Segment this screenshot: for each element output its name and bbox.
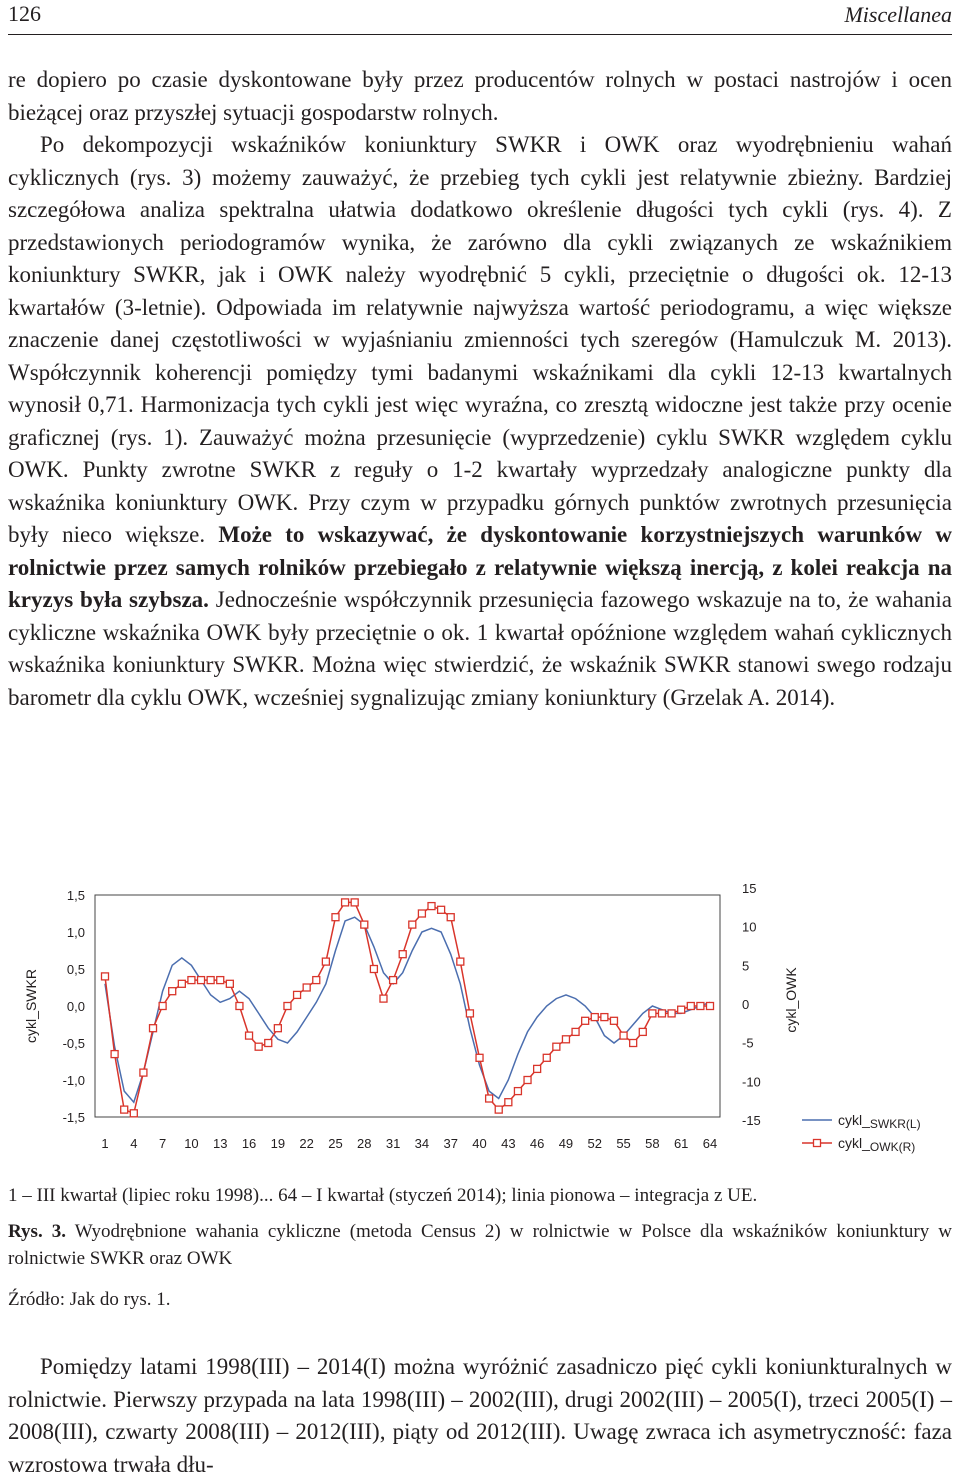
series-2-point <box>486 1095 493 1102</box>
paragraph-2-text: Po dekompozycji wskaźników koniunktury SWKR i OWK oraz wyodrębnieniu wahań cyklicznych (rys. 3) możemy zauważyć, że przebieg tych cykli jest relatywnie zbieżny. Bardziej szczegółowa analiza spektralna ułatwia dodatkowo określenie długości tych cykli (rys. 4). Z przedstawionych periodogramów wynika, że zarówno dla cykli związanych ze wskaźnikiem koniunktury SWKR, jak i OWK należy wyodrębnić 5 cykli, przeciętnie o długości ok. 12-13 kwartałów (3-letnie). Odpowiada im relatywnie najwyższa wartość periodogramu, a więc większe znaczenie danej częstotliwości w wyjaśnianiu zmienności tych szeregów (Hamulczuk M. 2013). Współczynnik koherencji pomiędzy tymi badanymi wskaźnikami dla cykli 12-13 kwartalnych wynosił 0,71. Harmonizacja tych cykli jest więc wyraźna, co zresztą widoczne jest także przy ocenie graficznej (rys. 1). Zauważyć można przesunięcie (wyprzedzenie) cyklu SWKR względem cyklu OWK. Punkty zwrotne SWKR z reguły o 1-2 kwartały wyprzedzały analogiczne punkty dla wskaźnika koniunktury OWK. Przy czym w przypadku górnych punktów zwrotnych przesunięcia były nieco większe. <box>8 132 952 547</box>
y-left-tick-label: -1,5 <box>62 1110 85 1125</box>
y-right-axis-label: cykl_OWK <box>783 967 799 1033</box>
series-2-point <box>543 1054 550 1061</box>
x-tick-label: 28 <box>357 1136 372 1151</box>
x-tick-label: 19 <box>270 1136 286 1151</box>
series-2-point <box>169 988 176 995</box>
y-right-tick-label: 5 <box>742 958 750 974</box>
x-tick-label: 31 <box>385 1136 401 1151</box>
paragraph-2-bold: Może to wskazywać, że dyskontowanie korzystniejszych warunków w rolnictwie przez samych rolników przebiegało z relatywnie większą inercją, z kolei reakcja na kryzys była szybsza. <box>8 522 953 612</box>
figure-note: 1 – III kwartał (lipiec roku 1998)... 64 – I kwartał (styczeń 2014); linia pionowa – integracja z UE. <box>8 1185 758 1206</box>
series-2-point <box>294 991 301 998</box>
figure-label: Rys. 3. <box>8 1221 66 1242</box>
y-left-tick-label: 0,0 <box>66 999 85 1014</box>
x-tick-label: 25 <box>328 1136 343 1151</box>
series-2-point <box>380 995 387 1002</box>
page-header <box>8 0 952 35</box>
series-2-point <box>207 977 214 984</box>
figure-caption <box>8 1218 952 1272</box>
x-tick-label: 43 <box>501 1136 516 1151</box>
series-2-point <box>418 910 425 917</box>
figure-3-chart <box>0 870 960 1160</box>
running-title: Miscellanea <box>844 2 952 27</box>
series-2-point <box>630 1040 637 1047</box>
x-tick-label: 55 <box>616 1136 631 1151</box>
series-2-point <box>322 958 329 965</box>
series-2-point <box>505 1099 512 1106</box>
legend-marker-2 <box>814 1140 821 1147</box>
series-2-point <box>514 1088 521 1095</box>
series-2-point <box>111 1051 118 1058</box>
x-tick-label: 58 <box>645 1136 660 1151</box>
series-2-point <box>457 958 464 965</box>
chart-svg <box>0 870 960 1160</box>
series-2-point <box>246 1032 253 1039</box>
series-2-point <box>178 980 185 987</box>
series-2-point <box>428 903 435 910</box>
x-tick-label: 37 <box>443 1136 458 1151</box>
x-tick-label: 16 <box>241 1136 257 1151</box>
x-tick-label: 22 <box>299 1136 314 1151</box>
series-2-point <box>198 977 205 984</box>
y-right-tick-label: -15 <box>742 1113 761 1128</box>
plot-frame <box>95 895 720 1117</box>
main-text <box>8 64 952 714</box>
series-2-point <box>409 921 416 928</box>
series-2-point <box>639 1028 646 1035</box>
series-2-point <box>572 1028 579 1035</box>
paragraph-1: re dopiero po czasie dyskontowane były przez producentów rolnych w postaci nastrojów i ocen bieżącej oraz przyszłej sytuacji gospodarstw rolnych. <box>8 67 952 125</box>
series-2-point <box>284 1003 291 1010</box>
legend-label-1: cykl_SWKR(L) <box>838 1112 921 1131</box>
series-2-point <box>265 1040 272 1047</box>
x-tick-label: 61 <box>673 1136 689 1151</box>
series-2-point <box>553 1043 560 1050</box>
x-tick-label: 46 <box>529 1136 545 1151</box>
series-2-point <box>678 1006 685 1013</box>
page-number: 126 <box>8 1 41 26</box>
series-2-point <box>707 1003 714 1010</box>
y-left-tick-label: -1,0 <box>62 1073 85 1088</box>
x-tick-label: 1 <box>101 1136 109 1151</box>
series-2-point <box>438 906 445 913</box>
series-2-point <box>226 980 233 987</box>
series-2-point <box>687 1003 694 1010</box>
bottom-paragraph <box>8 1351 952 1481</box>
series-2-point <box>361 921 368 928</box>
series-2-point <box>668 1010 675 1017</box>
series-2-point <box>591 1014 598 1021</box>
y-right-tick-label: 0 <box>742 997 750 1012</box>
series-2-point <box>562 1036 569 1043</box>
y-left-tick-label: 1,0 <box>66 925 85 940</box>
x-tick-label: 13 <box>213 1136 228 1151</box>
series-2-point <box>399 951 406 958</box>
series-2-point <box>649 1010 656 1017</box>
series-2-point <box>255 1043 262 1050</box>
y-right-tick-label: 15 <box>742 881 757 896</box>
x-tick-label: 34 <box>414 1136 430 1151</box>
series-2-point <box>447 914 454 921</box>
series-line-2 <box>105 902 710 1113</box>
y-left-axis-label: cykl_SWKR <box>23 969 39 1043</box>
x-tick-label: 64 <box>702 1136 718 1151</box>
y-left-tick-label: 0,5 <box>66 962 85 977</box>
series-2-point <box>313 977 320 984</box>
series-2-point <box>150 1025 157 1032</box>
y-left-tick-label: -0,5 <box>62 1036 85 1051</box>
series-2-point <box>610 1017 617 1024</box>
series-2-point <box>601 1014 608 1021</box>
paragraph-2-tail: Jednocześnie współczynnik przesunięcia fazowego wskazuje na to, że wahania cykliczne wskaźnika OWK były przeciętnie o ok. 1 kwartał opóźnione względem wahań cyklicznych wskaźnika koniunktury SWKR. Można więc stwierdzić, że wskaźnik SWKR stanowi swego rodzaju barometr dla cyklu OWK, wcześniej sygnalizując zmiany koniunktury (Grzelak A. 2014). <box>8 587 953 710</box>
series-2-point <box>159 1003 166 1010</box>
figure-caption-text: Wyodrębnione wahania cykliczne (metoda Census 2) w rolnictwie w Polsce dla wskaźników koniunktury w rolnictwie SWKR oraz OWK <box>8 1221 952 1269</box>
series-2-point <box>524 1077 531 1084</box>
x-tick-label: 49 <box>558 1136 574 1151</box>
paragraph-2 <box>8 129 952 714</box>
series-2-point <box>658 1010 665 1017</box>
series-2-point <box>236 1003 243 1010</box>
series-2-point <box>102 973 109 980</box>
series-2-point <box>303 984 310 991</box>
bottom-paragraph-text: Pomiędzy latami 1998(III) – 2014(I) można wyróżnić zasadniczo pięć cykli koniunkturalnych w rolnictwie. Pierwszy przypada na lata 1998(III) – 2002(III), drugi 2002(III) – 2005(I), trzeci 2005(I) – 2008(III), czwarty 2008(III) – 2012(III), piąty od 2012(III). Uwagę zwraca ich asymetryczność: faza wzrostowa trwała dłu- <box>8 1354 952 1477</box>
y-right-tick-label: 10 <box>742 919 757 935</box>
legend-label-2: cykl_OWK(R) <box>838 1135 916 1154</box>
series-2-point <box>370 966 377 973</box>
series-2-point <box>332 914 339 921</box>
y-right-tick-label: -5 <box>742 1035 754 1051</box>
series-2-point <box>140 1069 147 1076</box>
x-tick-label: 52 <box>587 1136 602 1151</box>
y-left-tick-label: 1,5 <box>66 888 85 903</box>
series-2-point <box>476 1054 483 1061</box>
x-tick-label: 7 <box>159 1136 167 1151</box>
series-2-point <box>130 1110 137 1117</box>
series-2-point <box>582 1017 589 1024</box>
series-line-1 <box>105 917 710 1102</box>
series-2-point <box>121 1106 128 1113</box>
series-2-point <box>351 899 358 906</box>
series-2-point <box>342 899 349 906</box>
x-tick-label: 4 <box>130 1136 138 1151</box>
series-2-point <box>534 1065 541 1072</box>
series-2-point <box>217 977 224 984</box>
x-tick-label: 10 <box>184 1136 199 1151</box>
x-tick-label: 40 <box>472 1136 487 1151</box>
y-right-tick-label: -10 <box>742 1074 761 1090</box>
series-2-point <box>697 1003 704 1010</box>
series-2-point <box>495 1106 502 1113</box>
series-2-point <box>188 977 195 984</box>
series-2-point <box>274 1025 281 1032</box>
series-2-point <box>390 977 397 984</box>
series-2-point <box>466 1010 473 1017</box>
figure-source: Źródło: Jak do rys. 1. <box>8 1289 171 1310</box>
series-2-point <box>620 1032 627 1039</box>
